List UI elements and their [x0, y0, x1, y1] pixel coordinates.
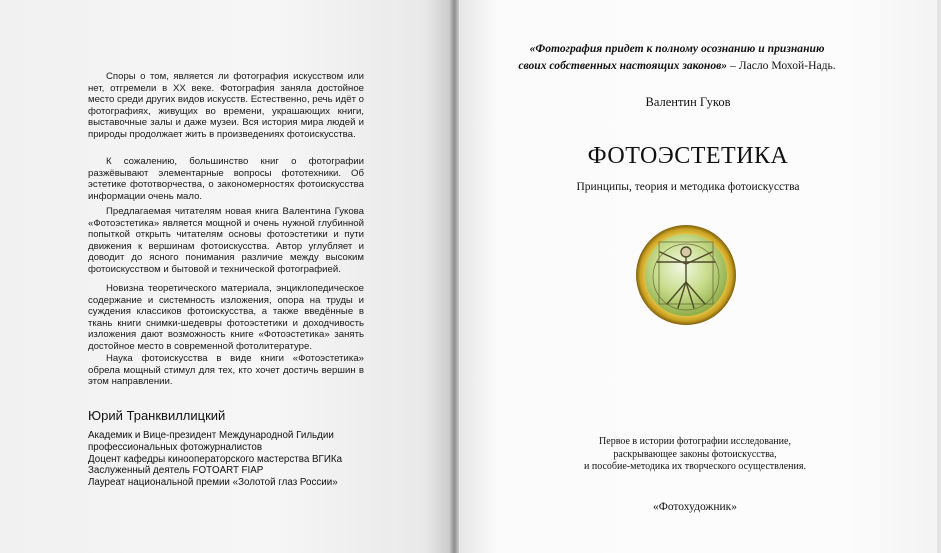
epigraph-line: своих собственных настоящих законов» — [518, 59, 728, 72]
publisher: «Фотохудожник» — [652, 501, 737, 513]
book-author: Валентин Гуков — [645, 95, 731, 109]
book-subtitle: Принципы, теория и методика фотоискусства — [576, 181, 800, 193]
foreword-paragraph-5 — [88, 353, 364, 388]
foreword-paragraph-4 — [88, 283, 364, 353]
credential-line: Академик и Вице-президент Международной Гильдии — [88, 430, 334, 441]
foreword-author: Юрий Транквиллицкий — [88, 408, 226, 423]
description-line: и пособие-методика их творческого осуществления. — [584, 461, 806, 472]
vitruvian-man-emblem-icon — [635, 224, 737, 326]
book-description — [560, 436, 830, 474]
paragraph-text: Новизна теоретического материала, энциклопедическое содержание и системность изложения, опора на труды и суждения классиков фотоискусства, а также введённые в ткань книги снимки-шедевры фотоэстетики и доходчивость изложения дают возможность книге «Фотоэстетика» занять достойное место в современной фотолитературе. — [88, 283, 364, 352]
description-line: Первое в истории фотографии исследование, — [599, 436, 791, 447]
foreword-paragraph-2 — [88, 156, 364, 202]
page-edge — [937, 0, 941, 553]
credential-line: Лауреат национальной премии «Золотой глаз России» — [88, 477, 338, 489]
credential-line: Заслуженный деятель FOTOART FIAP — [88, 465, 264, 477]
epigraph-author: – Ласло Мохой-Надь. — [727, 59, 836, 72]
epigraph-line-2 — [488, 57, 866, 74]
epigraph — [488, 40, 866, 74]
foreword-paragraph-1 — [88, 71, 364, 141]
book-title: ФОТОЭСТЕТИКА — [587, 143, 789, 169]
paragraph-text: Предлагаемая читателям новая книга Валентина Гукова «Фотоэстетика» является мощной и очень нужной глубинной попыткой открыть читателям основы фотоэстетики и пути движения к вершинам фотоискусства. Автор углубляет и доводит до ясного понимания различие между высоким фотоискусством и бытовой и технической фотографией. — [88, 206, 364, 275]
paragraph-text: Споры о том, является ли фотография искусством или нет, отгремели в XX веке. Фотография заняла достойное место среди других видов искусств. Естественно, речь идёт о фотографиях, живущих во времени, украшающих книги, выставочные залы и даже музеи. Вся история мира людей и природы продолжает жить в произведениях фотоискусства. — [88, 71, 364, 140]
epigraph-line: «Фотография придет к полному осознанию и признанию — [529, 42, 825, 55]
description-line: раскрывающее законы фотоискусства, — [613, 448, 777, 460]
author-credentials — [88, 430, 342, 489]
credential-line: профессиональных фотожурналистов — [88, 441, 263, 453]
paragraph-text: Наука фотоискусства в виде книги «Фотоэстетика» обрела мощный стимул для тех, кто хочет достичь вершин в этом направлении. — [88, 353, 364, 388]
credential-line: Доцент кафедры кинооператорского мастерства ВГИКа — [88, 453, 343, 465]
foreword-paragraph-3 — [88, 206, 364, 276]
paragraph-text: К сожалению, большинство книг о фотографии разжёвывают элементарные вопросы фототехники. Об эстетике фототворчества, о закономерностях фотоискусства информации очень мало. — [88, 156, 364, 202]
